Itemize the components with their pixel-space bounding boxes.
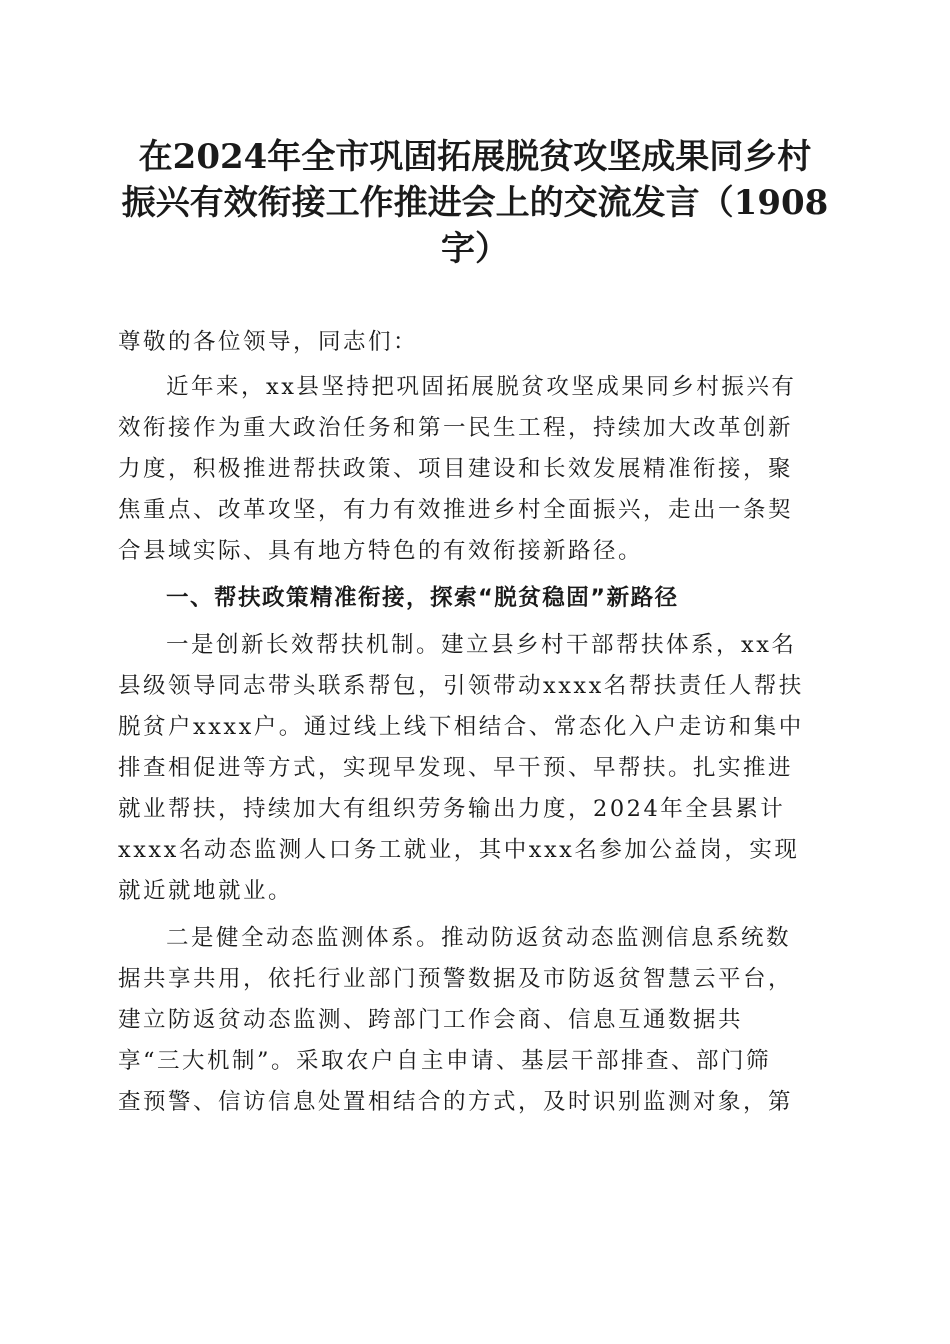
- paragraph-line: 排查相促进等方式，实现早发现、早干预、早帮扶。扎实推进: [118, 755, 794, 781]
- document-body: [118, 322, 828, 1123]
- paragraph-line: 享“三大机制”。采取农户自主申请、基层干部排查、部门筛: [118, 1048, 772, 1074]
- paragraph-line: 脱贫户xxxx户。通过线上线下相结合、常态化入户走访和集中: [118, 714, 804, 740]
- paragraph-line: 县级领导同志带头联系帮包，引领带动xxxx名帮扶责任人帮扶: [118, 673, 804, 699]
- section1-paragraph-1: [118, 625, 828, 912]
- section-heading-1: [118, 578, 828, 619]
- salutation: [118, 322, 828, 363]
- title-line-1: 在2024年全市巩固拓展脱贫攻坚成果同乡村: [138, 137, 812, 177]
- salutation-text: 尊敬的各位领导，同志们：: [118, 329, 419, 355]
- paragraph-line: 据共享共用，依托行业部门预警数据及市防返贫智慧云平台，: [118, 966, 794, 992]
- title-line-2: 振兴有效衔接工作推进会上的交流发言（1908: [121, 183, 829, 223]
- paragraph-line: 二是健全动态监测体系。推动防返贫动态监测信息系统数: [166, 925, 792, 951]
- intro-line: 力度，积极推进帮扶政策、项目建设和长效发展精准衔接，聚: [118, 456, 794, 482]
- paragraph-line: 就近就地就业。: [118, 878, 294, 904]
- section1-paragraph-2: [118, 918, 828, 1123]
- paragraph-line: xxxx名动态监测人口务工就业，其中xxx名参加公益岗，实现: [118, 837, 800, 863]
- intro-line: 近年来，xx县坚持把巩固拓展脱贫攻坚成果同乡村振兴有: [166, 374, 797, 400]
- paragraph-line: 一是创新长效帮扶机制。建立县乡村干部帮扶体系，xx名: [166, 632, 797, 658]
- title-line-3: 字）: [441, 229, 509, 269]
- section-heading-text: 一、帮扶政策精准衔接，探索“脱贫稳固”新路径: [166, 585, 679, 611]
- intro-paragraph: [118, 367, 828, 572]
- paragraph-line: 查预警、信访信息处置相结合的方式，及时识别监测对象，第: [118, 1089, 794, 1115]
- document-title: [110, 134, 840, 272]
- paragraph-line: 就业帮扶，持续加大有组织劳务输出力度，2024年全县累计: [118, 796, 786, 822]
- intro-line: 合县域实际、具有地方特色的有效衔接新路径。: [118, 538, 644, 564]
- intro-line: 焦重点、改革攻坚，有力有效推进乡村全面振兴，走出一条契: [118, 497, 794, 523]
- paragraph-line: 建立防返贫动态监测、跨部门工作会商、信息互通数据共: [118, 1007, 744, 1033]
- intro-line: 效衔接作为重大政治任务和第一民生工程，持续加大改革创新: [118, 415, 794, 441]
